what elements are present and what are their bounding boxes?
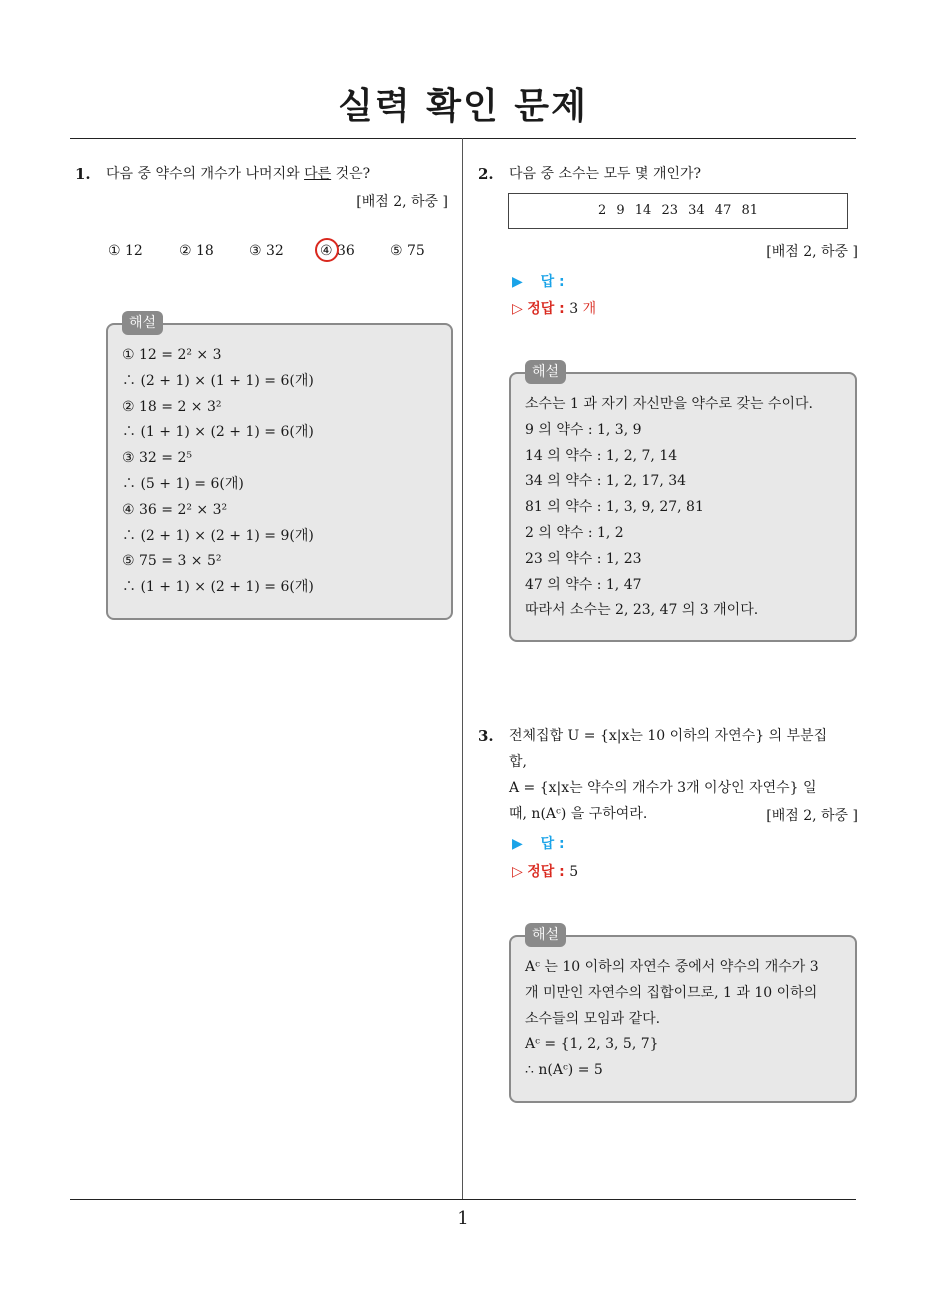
page-number: 1 (457, 1208, 469, 1229)
q3-number: 3. (478, 727, 494, 745)
top-rule (70, 138, 856, 139)
q2-number: 2. (478, 165, 494, 183)
q3-answer-label: 답 : (540, 836, 565, 852)
q3-answer-row (512, 833, 565, 853)
q2-number-box: 2 9 14 23 34 47 81 (508, 193, 848, 229)
q2-solution-label: 해설 (525, 360, 566, 384)
choice-5[interactable]: ⑤ 75 (390, 243, 425, 259)
q3-line-1: 전체집합 U = {x|x는 10 이하의 자연수} 의 부분집 (509, 728, 828, 744)
q1-solution-line: ④ 36 = 2² × 3² (122, 501, 228, 518)
correct-triangle-icon: ▷ (512, 301, 523, 317)
q2-solution-line: 81 의 약수 : 1, 3, 9, 27, 81 (525, 499, 704, 516)
q2-answer-row (512, 271, 565, 291)
choice-1[interactable]: ① 12 (108, 243, 143, 259)
q3-line-4: 때, n(Aᶜ) 을 구하여라. (509, 806, 648, 822)
bottom-rule (70, 1199, 856, 1200)
q1-solution-line: ∴ (2 + 1) × (1 + 1) = 6(개) (122, 372, 314, 389)
q1-solution-box (106, 315, 453, 620)
q1-solution-line: ∴ (1 + 1) × (2 + 1) = 6(개) (122, 424, 314, 441)
q2-solution-line: 2 의 약수 : 1, 2 (525, 524, 624, 541)
q3-solution-box (509, 927, 857, 1103)
answer-triangle-icon: ▶ (512, 274, 523, 290)
q1-solution-line: ∴ (1 + 1) × (2 + 1) = 6(개) (122, 579, 314, 596)
q2-answer-label: 답 : (540, 274, 565, 290)
q1-solution-line: ② 18 = 2 × 3² (122, 398, 222, 415)
selected-circle-mark (315, 238, 339, 262)
q2-correct-row (512, 298, 596, 318)
q2-solution-line: 소수는 1 과 자기 자신만을 약수로 갖는 수이다. (525, 396, 813, 412)
page-title: 실력 확인 문제 (338, 86, 588, 127)
q3-solution-line: 소수들의 모임과 같다. (525, 1010, 661, 1027)
q3-correct-row (512, 861, 578, 881)
q2-solution-line: 14 의 약수 : 1, 2, 7, 14 (525, 447, 678, 464)
q2-solution-box (509, 364, 857, 642)
q1-solution-line: ③ 32 = 2⁵ (122, 450, 192, 467)
q2-solution-line: 9 의 약수 : 1, 3, 9 (525, 421, 642, 438)
q2-solution-line: 47 의 약수 : 1, 47 (525, 576, 642, 593)
q2-solution-line: 따라서 소수는 2, 23, 47 의 3 개이다. (525, 602, 759, 619)
q2-correct-label: 정답 : (527, 301, 565, 317)
q2-text: 다음 중 소수는 모두 몇 개인가? (509, 166, 702, 182)
q3-solution-label: 해설 (525, 923, 566, 947)
q1-text-underlined: 다른 (304, 166, 332, 182)
q1-solution-line: ∴ (2 + 1) × (2 + 1) = 9(개) (122, 527, 314, 544)
choice-4: ④ 36 (320, 243, 355, 259)
answer-triangle-icon: ▶ (512, 836, 523, 852)
choice-4-wrap[interactable] (320, 243, 355, 259)
q2-solution-line: 23 의 약수 : 1, 23 (525, 550, 642, 567)
q3-meta: [배점 2, 하중 ] (766, 808, 858, 824)
q3-solution-line: Aᶜ 는 10 이하의 자연수 중에서 약수의 개수가 3 (525, 959, 819, 975)
q1-number: 1. (75, 165, 91, 183)
q3-correct-value: 5 (569, 864, 579, 880)
q1-text (106, 161, 370, 187)
correct-triangle-icon: ▷ (512, 864, 523, 880)
q3-line-3: A = {x|x는 약수의 개수가 3개 이상인 자연수} 일 (509, 780, 817, 796)
q3-solution-line: ∴ n(Aᶜ) = 5 (525, 1062, 603, 1079)
q2-meta: [배점 2, 하중 ] (766, 244, 858, 260)
q1-solution-line: ∴ (5 + 1) = 6(개) (122, 475, 244, 492)
q1-solution-label: 해설 (122, 311, 163, 335)
q1-solution-line: ⑤ 75 = 3 × 5² (122, 553, 222, 570)
q2-correct-unit: 개 (582, 301, 597, 317)
q3-solution-line: Aᶜ = {1, 2, 3, 5, 7} (525, 1036, 659, 1053)
q1-meta: [배점 2, 하중 ] (356, 194, 448, 210)
q3-solution-line: 개 미만인 자연수의 집합이므로, 1 과 10 이하의 (525, 984, 818, 1001)
q2-correct-value: 3 (569, 301, 579, 317)
q3-line-2: 합, (509, 754, 527, 770)
choice-3[interactable]: ③ 32 (249, 243, 284, 259)
choice-2[interactable]: ② 18 (179, 243, 214, 259)
q1-text-after: 것은? (331, 166, 371, 182)
q1-text-before: 다음 중 약수의 개수가 나머지와 (106, 166, 305, 182)
q1-solution-line: ① 12 = 2² × 3 (122, 347, 222, 363)
q2-solution-line: 34 의 약수 : 1, 2, 17, 34 (525, 473, 687, 490)
column-divider (462, 138, 463, 1200)
q3-correct-label: 정답 : (527, 864, 565, 880)
